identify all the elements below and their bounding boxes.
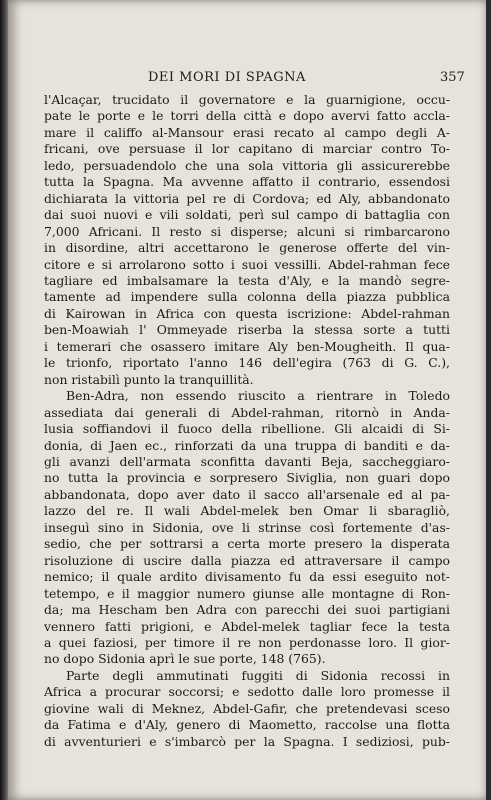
text-line: 7,000 Africani. Il resto si disperse; alcuni si rimbarcarono (44, 223, 450, 239)
text-line: Africa a procurar soccorsi; e sedotto dalle loro promesse il (44, 684, 450, 700)
text-line: tutta la Spagna. Ma avvenne affatto il contrario, essendosi (44, 174, 450, 190)
text-line: sedio, che per sottrarsi a certa morte presero la disperata (44, 536, 450, 552)
text-line: a quei faziosi, per timore il re non perdonasse loro. Il gior- (44, 634, 450, 650)
text-line: in disordine, altri accettarono le generose offerte del vin- (44, 240, 450, 256)
text-line: risoluzione di uscire dalla piazza ed attraversare il campo (44, 552, 450, 568)
text-line: no dopo Sidonia aprì le sue porte, 148 (765). (44, 651, 326, 667)
text-line: tagliare ed imbalsamare la testa d'Aly, e la mandò segre- (44, 272, 450, 288)
text-line: di avventurieri e s'imbarcò per la Spagna. I sediziosi, pub- (44, 733, 450, 749)
text-line: da; ma Hescham ben Adra con parecchi dei suoi partigiani (44, 602, 450, 618)
text-line: Ben-Adra, non essendo riuscito a rientrare in Toledo (66, 388, 450, 404)
text-line: pate le porte e le torri della città e dopo avervi fatto accla- (44, 108, 450, 124)
text-line: i temerari che osassero imitare Aly ben-Mougheith. Il qua- (44, 338, 450, 354)
page-number: 357 (440, 70, 465, 85)
text-line: ledo, persuadendolo che una sola vittoria gli assicurerebbe (44, 157, 450, 173)
text-line: ben-Moawiah l' Ommeyade riserba la stessa sorte a tutti (44, 322, 450, 338)
text-line: giovine wali di Meknez, Abdel-Gafir, che pretendevasi sceso (44, 700, 450, 716)
text-line: gli avanzi dell'armata sconfitta davanti Beja, saccheggiaro- (44, 453, 450, 469)
text-line: vennero fatti prigioni, e Abdel-melek tagliar fece la testa (44, 618, 450, 634)
text-line: no tutta la provincia e sorpresero Siviglia, non guari dopo (44, 470, 450, 486)
text-line: l'Alcaçar, trucidato il governatore e la guarnigione, occu- (44, 92, 450, 107)
text-line: mare il califfo al-Mansour erasi recato al campo degli A- (44, 124, 450, 140)
page-body-text (44, 92, 450, 750)
text-line: tetempo, e il maggior numero giunse alle montagne di Ron- (44, 585, 450, 601)
text-line: lazzo del re. Il wali Abdel-melek ben Omar li sbaragliò, (44, 503, 450, 519)
running-title: DEI MORI DI SPAGNA (148, 70, 306, 85)
text-line: inseguì sino in Sidonia, ove li strinse così fortemente d'as- (44, 519, 450, 535)
text-line: fricani, ove persuase il lor capitano di marciar contro To- (44, 141, 450, 157)
text-line: citore e si arrolarono sotto i suoi vessilli. Abdel-rahman fece (44, 256, 450, 272)
text-line: abbandonata, dopo aver dato il sacco all'arsenale ed al pa- (44, 486, 450, 502)
text-line: assediata dai generali di Abdel-rahman, ritornò in Anda- (44, 404, 450, 420)
text-line: nemico; il quale ardito divisamento fu da essi eseguito not- (44, 569, 450, 585)
text-line: le trionfo, riportato l'anno 146 dell'egira (763 di G. C.), (44, 355, 450, 371)
text-line: donia, di Jaen ec., rinforzati da una truppa di banditi e da- (44, 437, 450, 453)
book-gutter (0, 0, 8, 800)
text-line: dichiarata la vittoria pel re di Cordova; ed Aly, abbandonato (44, 190, 450, 206)
text-line: tamente ad impendere sulla colonna della piazza pubblica (44, 289, 450, 305)
text-line: lusia soffiandovi il fuoco della ribellione. Gli alcaidi di Si- (44, 421, 450, 437)
text-line: non ristabilì punto la tranquillità. (44, 371, 254, 387)
text-line: Parte degli ammutinati fuggiti di Sidonia recossi in (66, 667, 450, 683)
text-line: di Kairowan in Africa con questa iscrizione: Abdel-rahman (44, 305, 450, 321)
text-line: da Fatima e d'Aly, genero di Maometto, raccolse una flotta (44, 717, 450, 733)
text-line: dai suoi nuovi e vili soldati, perì sul campo di battaglia con (44, 207, 450, 223)
